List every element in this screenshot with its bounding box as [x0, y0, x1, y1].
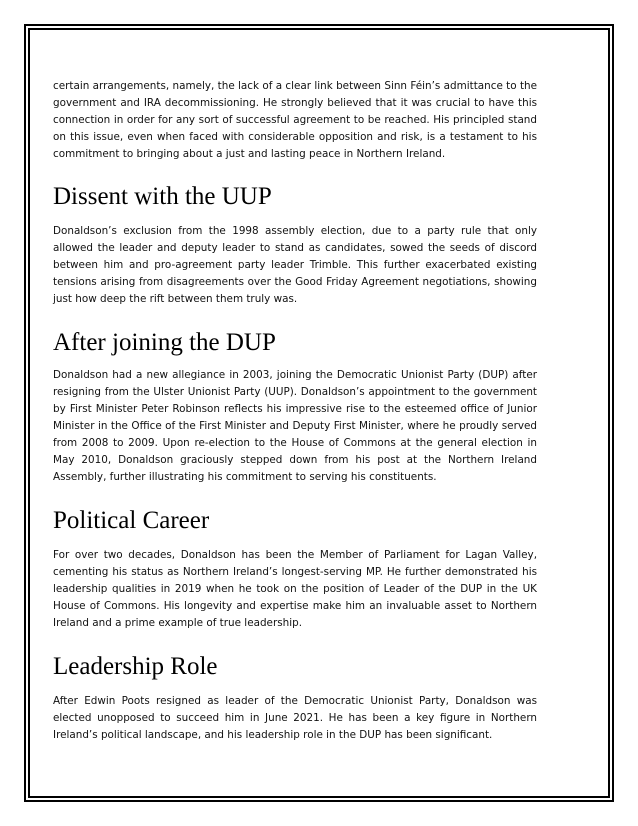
- section-heading-dissent: Dissent with the UUP: [53, 183, 272, 210]
- section-paragraph-leadership: After Edwin Poots resigned as leader of the Democratic Unionist Party, Donaldson was elected unopposed to succeed him in June 2021. He has been a key figure in Northern Ireland’s political landscape, and his leadership role in the DUP has been significant.: [53, 695, 537, 741]
- intro-paragraph: certain arrangements, namely, the lack of a clear link between Sinn Féin’s admittance to the government and IRA decommissioning. He strongly believed that it was crucial to have this connection in order for any sort of successful agreement to be reached. His principled stand on this issue, even when faced with considerable opposition and risk, is a testament to his commitment to bringing about a just and lasting peace in Northern Ireland.: [53, 80, 537, 160]
- section-paragraph-career: For over two decades, Donaldson has been the Member of Parliament for Lagan Valley, cementing his status as Northern Ireland’s longest-serving MP. He further demonstrated his leadership qualities in 2019 when he took on the position of Leader of the DUP in the UK House of Commons. His longevity and expertise make him an invaluable asset to Northern Ireland and a prime example of true leadership.: [53, 549, 537, 629]
- section-heading-dup: After joining the DUP: [53, 329, 276, 356]
- section-paragraph-dissent: Donaldson’s exclusion from the 1998 assembly election, due to a party rule that only allowed the leader and deputy leader to stand as candidates, sowed the seeds of discord between him and pro-agreement party leader Trimble. This further exacerbated existing tensions arising from disagreements over the Good Friday Agreement negotiations, showing just how deep the rift between them truly was.: [53, 225, 537, 305]
- section-heading-career: Political Career: [53, 507, 210, 534]
- section-heading-leadership: Leadership Role: [53, 653, 218, 680]
- section-paragraph-dup: Donaldson had a new allegiance in 2003, joining the Democratic Unionist Party (DUP) after resigning from the Ulster Unionist Party (UUP). Donaldson’s appointment to the government by First Minister Peter Robinson reflects his impressive rise to the esteemed office of Junior Minister in the Office of the First Minister and Deputy First Minister, where he proudly served from 2008 to 2009. Upon re-election to the House of Commons at the general election in May 2010, Donaldson graciously stepped down from his post at the Northern Ireland Assembly, further illustrating his commitment to serving his constituents.: [53, 369, 537, 483]
- document-body: [53, 50, 537, 744]
